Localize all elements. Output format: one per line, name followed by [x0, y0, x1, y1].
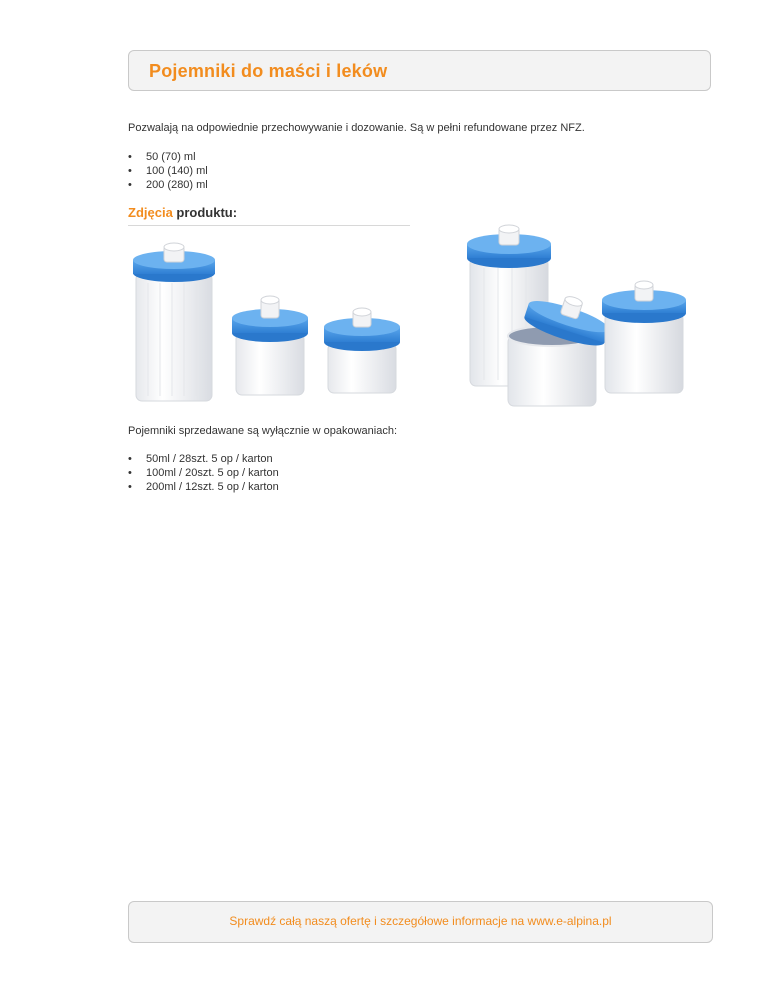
list-item — [128, 480, 279, 494]
list-item — [128, 150, 208, 164]
product-photo-open-container — [460, 218, 700, 413]
bullet-icon: • — [128, 165, 132, 177]
header-box — [128, 50, 711, 91]
packaging-label: 200ml / 12szt. 5 op / karton — [146, 481, 279, 493]
container-small — [324, 308, 400, 393]
photos-heading-rest: produktu: — [172, 205, 238, 220]
size-label: 200 (280) ml — [146, 179, 208, 191]
packaging-list — [128, 452, 279, 494]
sizes-list — [128, 150, 208, 192]
photos-heading — [128, 205, 410, 226]
packaging-label: 100ml / 20szt. 5 op / karton — [146, 467, 279, 479]
list-item — [128, 452, 279, 466]
packaging-label: 50ml / 28szt. 5 op / karton — [146, 453, 273, 465]
photos-heading-accent: Zdjęcia — [128, 205, 173, 220]
list-item — [128, 164, 208, 178]
intro-text: Pozwalają na odpowiednie przechowywanie i dozowanie. Są w pełni refundowane przez NFZ. — [128, 122, 585, 134]
packaging-intro: Pojemniki sprzedawane są wyłącznie w opakowaniach: — [128, 425, 398, 437]
list-item — [128, 178, 208, 192]
container-medium — [232, 296, 308, 395]
page-title: Pojemniki do maści i leków — [149, 61, 388, 81]
size-label: 100 (140) ml — [146, 165, 208, 177]
product-photo-three-containers — [128, 238, 420, 408]
size-label: 50 (70) ml — [146, 151, 196, 163]
bullet-icon: • — [128, 453, 132, 465]
list-item — [128, 466, 279, 480]
bullet-icon: • — [128, 481, 132, 493]
footer-box — [128, 901, 713, 943]
container-right — [602, 281, 686, 393]
bullet-icon: • — [128, 179, 132, 191]
container-tall — [133, 243, 215, 401]
bullet-icon: • — [128, 467, 132, 479]
footer-link-text[interactable]: Sprawdź całą naszą ofertę i szczegółowe informacje na www.e-alpina.pl — [229, 914, 612, 928]
bullet-icon: • — [128, 151, 132, 163]
